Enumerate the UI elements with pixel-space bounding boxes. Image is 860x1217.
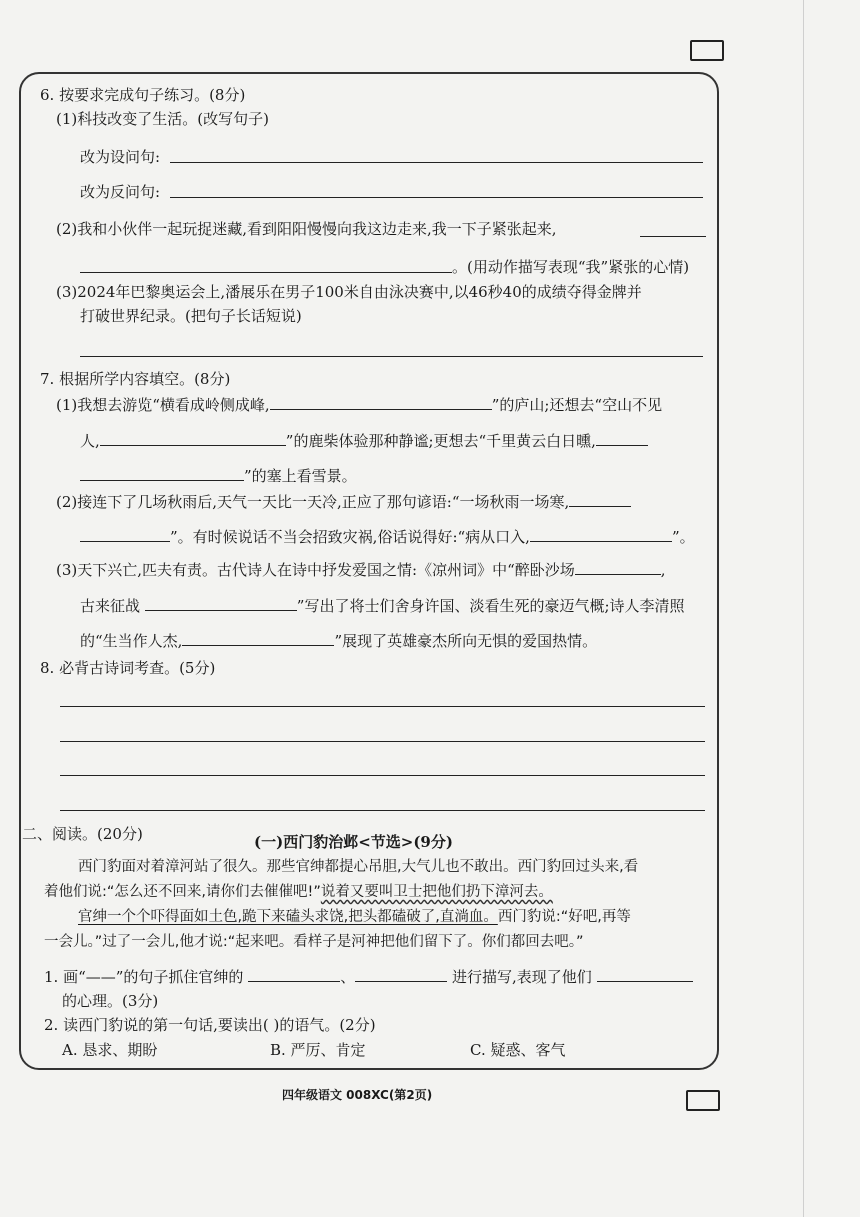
fold-line bbox=[803, 0, 804, 1217]
q7-l6a: (3)天下兴亡,匹夫有责。古代诗人在诗中抒发爱国之情:《凉州词》中“醉卧沙场 bbox=[56, 561, 575, 579]
q7-l6b: , bbox=[660, 561, 666, 579]
q7-l2b: ”的鹿柴体验那种静谧;更想去“千里黄云白日曛, bbox=[285, 432, 596, 450]
score-box-bottom bbox=[686, 1090, 720, 1111]
q7-l1a: (1)我想去游览“横看成岭侧成峰, bbox=[56, 396, 270, 414]
q6-title: 6. 按要求完成句子练习。(8分) bbox=[40, 86, 246, 104]
option-c[interactable]: C. 疑惑、客气 bbox=[470, 1041, 566, 1059]
score-box-top bbox=[690, 40, 724, 61]
page-footer: 四年级语文 008XC(第2页) bbox=[282, 1088, 433, 1102]
q7-line4 bbox=[56, 492, 631, 511]
passage-p2a bbox=[78, 908, 631, 926]
passage-p2a-rest: 西门豹说:“好吧,再等 bbox=[497, 909, 631, 925]
answer-line[interactable] bbox=[60, 810, 705, 811]
blank[interactable] bbox=[248, 967, 340, 982]
q6-s3a: (3)2024年巴黎奥运会上,潘展乐在男子100米自由泳决赛中,以46秒40的成绩夺得金牌并 bbox=[56, 283, 642, 301]
q7-line5 bbox=[80, 527, 695, 546]
passage-p1b-plain: 着他们说:“怎么还不回来,请你们去催催吧!” bbox=[44, 884, 321, 900]
q7-l7a: 古来征战 bbox=[80, 597, 141, 615]
answer-line[interactable] bbox=[170, 162, 703, 163]
q6-s2-tail: 。(用动作描写表现“我”紧张的心情) bbox=[452, 258, 690, 276]
q6-s1: (1)科技改变了生活。(改写句子) bbox=[56, 110, 269, 128]
reading-q1-sep: 、 bbox=[340, 968, 356, 986]
blank[interactable] bbox=[80, 527, 170, 542]
blank[interactable] bbox=[569, 492, 631, 507]
q7-line7 bbox=[80, 596, 685, 615]
blank[interactable] bbox=[182, 631, 334, 646]
passage-p1a: 西门豹面对着漳河站了很久。那些官绅都提心吊胆,大气儿也不敢出。西门豹回过头来,看 bbox=[78, 859, 639, 875]
q7-l2a: 人, bbox=[80, 432, 100, 450]
reading-q1-line1 bbox=[44, 967, 693, 986]
q7-title: 7. 根据所学内容填空。(8分) bbox=[40, 370, 231, 388]
answer-line[interactable] bbox=[170, 197, 703, 198]
reading-q1a: 1. 画“——”的句子抓住官绅的 bbox=[44, 968, 244, 986]
reading-q1b: 进行描写,表现了他们 bbox=[452, 968, 592, 986]
option-a[interactable]: A. 恳求、期盼 bbox=[62, 1041, 158, 1059]
reading-q1-line2: 的心理。(3分) bbox=[62, 992, 159, 1010]
q8-title: 8. 必背古诗词考查。(5分) bbox=[40, 659, 216, 677]
q7-l7b: ”写出了将士们舍身许国、淡看生死的豪迈气概;诗人李清照 bbox=[296, 597, 685, 615]
reading-section-title: 二、阅读。(20分) bbox=[22, 825, 143, 843]
reading-q2: 2. 读西门豹说的第一句话,要读出( )的语气。(2分) bbox=[44, 1016, 376, 1034]
blank[interactable] bbox=[270, 395, 492, 410]
q6-s3b: 打破世界纪录。(把句子长话短说) bbox=[80, 307, 302, 325]
q7-line2 bbox=[80, 431, 648, 450]
blank[interactable] bbox=[575, 560, 661, 575]
passage-underlined-sentence: 官绅一个个吓得面如土色,跪下来磕头求饶,把头都磕破了,直淌血。 bbox=[78, 909, 498, 925]
option-b[interactable]: B. 严厉、肯定 bbox=[270, 1041, 366, 1059]
q7-l5a: ”。有时候说话不当会招致灾祸,俗话说得好:“病从口入, bbox=[170, 528, 530, 546]
q6-s1a-label: 改为设问句: bbox=[80, 148, 161, 166]
blank[interactable] bbox=[100, 431, 286, 446]
answer-line[interactable] bbox=[60, 741, 705, 742]
blank[interactable] bbox=[80, 466, 244, 481]
passage-p2b: 一会儿。”过了一会儿,他才说:“起来吧。看样子是河神把他们留下了。你们都回去吧。” bbox=[44, 934, 584, 950]
q7-line6 bbox=[56, 560, 666, 579]
q7-l4: (2)接连下了几场秋雨后,天气一天比一天冷,正应了那句谚语:“一场秋雨一场寒, bbox=[56, 493, 570, 511]
answer-line[interactable] bbox=[60, 775, 705, 776]
blank[interactable] bbox=[355, 967, 447, 982]
q7-line1 bbox=[56, 395, 662, 414]
passage-title: (一)西门豹治邺<节选>(9分) bbox=[254, 833, 453, 851]
q6-s2: (2)我和小伙伴一起玩捉迷藏,看到阳阳慢慢向我这边走来,我一下子紧张起来, bbox=[56, 220, 557, 238]
answer-line[interactable] bbox=[60, 706, 705, 707]
passage-p1b bbox=[44, 883, 553, 901]
blank[interactable] bbox=[597, 967, 693, 982]
answer-line[interactable] bbox=[80, 272, 452, 273]
q7-line8 bbox=[80, 631, 597, 650]
blank[interactable] bbox=[596, 431, 648, 446]
q6-s1b-label: 改为反问句: bbox=[80, 183, 161, 201]
answer-line[interactable] bbox=[640, 236, 706, 237]
q7-l3: ”的塞上看雪景。 bbox=[244, 467, 357, 485]
answer-line[interactable] bbox=[80, 356, 703, 357]
q7-l8b: ”展现了英雄豪杰所向无惧的爱国热情。 bbox=[334, 632, 598, 650]
q7-line3 bbox=[80, 466, 357, 485]
passage-wavy-sentence: 说着又要叫卫士把他们扔下漳河去。 bbox=[320, 884, 553, 900]
blank[interactable] bbox=[145, 596, 297, 611]
q7-l1b: ”的庐山;还想去“空山不见 bbox=[491, 396, 663, 414]
q7-l5b: ”。 bbox=[671, 528, 695, 546]
blank[interactable] bbox=[530, 527, 672, 542]
q7-l8a: 的“生当作人杰, bbox=[80, 632, 183, 650]
